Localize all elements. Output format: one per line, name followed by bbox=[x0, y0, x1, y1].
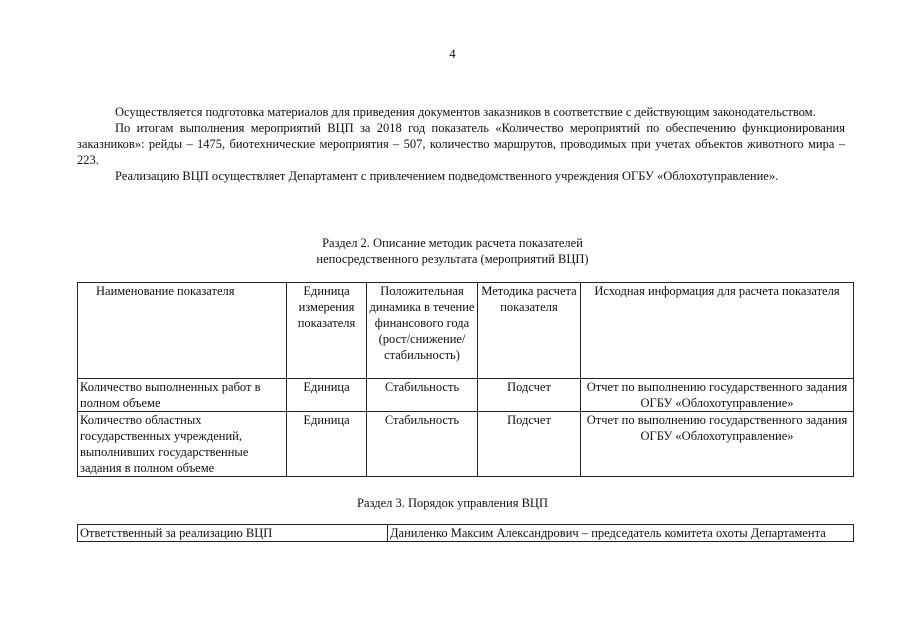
cell-unit: Единица bbox=[287, 379, 367, 412]
responsible-label: Ответственный за реализацию ВЦП bbox=[78, 525, 388, 542]
header-dynamics: Положительная динамика в течение финансового года (рост/снижение/ стабильность) bbox=[367, 283, 478, 379]
cell-indicator-name: Количество выполненных работ в полном объеме bbox=[78, 379, 287, 412]
header-indicator-name: Наименование показателя bbox=[78, 283, 287, 379]
cell-method: Подсчет bbox=[478, 379, 581, 412]
table-header-row bbox=[78, 283, 854, 379]
cell-method: Подсчет bbox=[478, 412, 581, 477]
responsible-value: Даниленко Максим Александрович – председатель комитета охоты Департамента bbox=[388, 525, 854, 542]
paragraph-materials: Осуществляется подготовка материалов для приведения документов заказников в соответствие с действующим законодательством. bbox=[115, 105, 816, 119]
header-unit: Единица измерения показателя bbox=[287, 283, 367, 379]
cell-dynamics: Стабильность bbox=[367, 379, 478, 412]
table-row bbox=[78, 379, 854, 412]
section-2-title-line-1: Раздел 2. Описание методик расчета показателей bbox=[322, 236, 583, 250]
table-row bbox=[78, 525, 854, 542]
section-2-title-line-2: непосредственного результата (мероприятий ВЦП) bbox=[316, 252, 589, 266]
page-number: 4 bbox=[449, 47, 456, 61]
section-2-title bbox=[0, 235, 905, 267]
header-method: Методика расчета показателя bbox=[478, 283, 581, 379]
methodics-table bbox=[77, 282, 854, 477]
body-text bbox=[77, 104, 845, 184]
cell-dynamics: Стабильность bbox=[367, 412, 478, 477]
paragraph-results-2018: По итогам выполнения мероприятий ВЦП за 2018 год показатель «Количество мероприятий по обеспечению функционирования заказников»: рейды – 1475, биотехнические мероприятия – 507, количество маршрутов, проводимых при учетах объектов животного мира – 223. bbox=[77, 121, 845, 167]
cell-source: Отчет по выполнению государственного задания ОГБУ «Облохотуправление» bbox=[581, 379, 854, 412]
section-3-title: Раздел 3. Порядок управления ВЦП bbox=[357, 496, 548, 510]
cell-source: Отчет по выполнению государственного задания ОГБУ «Облохотуправление» bbox=[581, 412, 854, 477]
cell-indicator-name: Количество областных государственных учреждений, выполнивших государственные задания в полном объеме bbox=[78, 412, 287, 477]
cell-unit: Единица bbox=[287, 412, 367, 477]
header-source: Исходная информация для расчета показателя bbox=[581, 283, 854, 379]
management-table bbox=[77, 524, 854, 542]
paragraph-implementation: Реализацию ВЦП осуществляет Департамент с привлечением подведомственного учреждения ОГБУ «Облохотуправление». bbox=[115, 169, 779, 183]
table-row bbox=[78, 412, 854, 477]
